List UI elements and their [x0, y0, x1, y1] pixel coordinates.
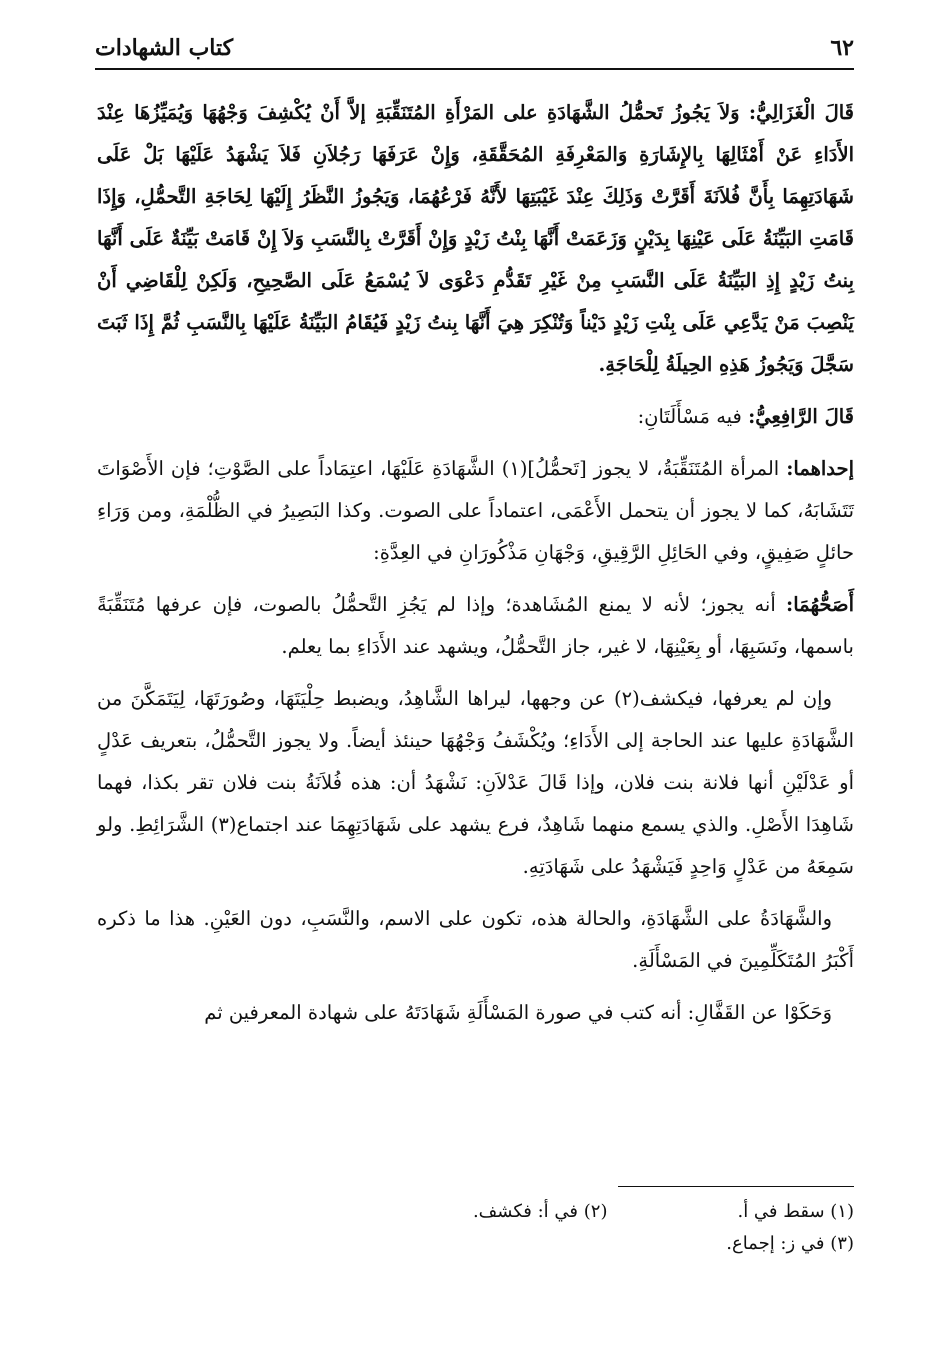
footnote-text: في أ: فكشف.	[472, 1201, 579, 1222]
footnote-marker: (١)	[830, 1201, 854, 1222]
page-number: ٦٢	[830, 35, 854, 61]
footnote-text: سقط في أ.	[737, 1201, 825, 1222]
header-rule	[95, 68, 854, 70]
paragraph-sounder-view	[97, 584, 854, 668]
paragraph-text: أنه يجوز؛ لأنه لا يمنع المُشَاهدة؛ وإذا لم يَجُزِ التَّحمُّلُ بالصوت، فإن عرفها مُتَنَقِّبَةً باسمها، ونَسَبِهَا، أو بِعَيْنِهَا، لا غير، جاز التَّحمُّلُ، ويشهد عند الأَدَاءِ بما يعلم.	[97, 593, 854, 658]
paragraph-rafii-intro	[97, 396, 854, 438]
footnote-text: في ز: إجماع.	[726, 1233, 825, 1254]
footnote-marker: (٢)	[583, 1201, 608, 1222]
footnote-row	[97, 1196, 854, 1228]
paragraph-label: إحداهما:	[786, 457, 855, 480]
paragraph-text: فيه مَسْأَلَتَانِ:	[637, 405, 749, 428]
paragraph-text: وإن لم يعرفها، فيكشف(٢) عن وجهها، ليراها الشَّاهِدُ، ويضبط حِلْيَتَهَا، وصُورَتَهَا، لِيَتَمَكَّنَ من الشَّهَادَةِ عليها عند الحاجة إلى الأَدَاءِ؛ ويُكْشَفُ وَجْهُهَا حينئذ أيضاً. ولا يجوز التَّحمُّلُ، بتعريف عَدْلٍ أو عَدْلَيْنِ أنها فلانة بنت فلان، وإذا قَالَ عَدْلاَنِ: نَشْهَدُ أن: هذه فُلاَنَةُ بنت فلان تقر بكذا، فهما شَاهِدَا الأَصْلِ. والذي يسمع منهما شَاهِدٌ، فرع يشهد على شَهَادَتِهِمَا عند اجتماع(٣) الشَّرَائِطِ. ولو سَمِعَهُ من عَدْلٍ وَاحِدٍ فَيَشْهَدُ على شَهَادَتِهِ.	[97, 687, 854, 878]
paragraph-text: المرأة المُتَنَقِّبَةُ، لا يجوز [تَحمُّلُ](١) الشَّهَادَةِ عَلَيْهَا، اعتِمَاداً على الصَّوْتِ؛ فإن الأَصْوَاتَ تَتَشَابَهُ، كما لا يجوز أن يتحمل الأَعْمَى، اعتماداً على الصوت. وكذا البَصِيرُ في الظُّلْمَةِ، ومن وَرَاءِ حائلٍ صَفِيقٍ، وفي الحَائِلِ الرَّقِيقِ، وَجْهَانِ مَذْكُورَانِ في العِدَّةِ:	[97, 457, 854, 564]
footnote-marker: (٣)	[830, 1233, 854, 1254]
footnote-3	[726, 1228, 854, 1260]
paragraph-qaffal	[97, 992, 854, 1034]
paragraph-label: أَصَحُّهُمَا:	[786, 593, 854, 616]
paragraph-unveiling	[97, 678, 854, 888]
paragraph-testimony-on-testimony	[97, 898, 854, 982]
footnote-1	[737, 1196, 854, 1228]
paragraph-text: والشَّهَادَةُ على الشَّهَادَةِ، والحالة هذه، تكون على الاسم، والنَّسَبِ، دون العَيْنِ. هذا ما ذكره أَكْبَرُ المُتَكَلِّمِينَ في المَسْأَلَةِ.	[97, 907, 854, 972]
paragraph-ghazali	[97, 92, 854, 386]
paragraph-label: قَالَ الرَّافِعِيُّ:	[748, 405, 854, 428]
footnote-2	[473, 1196, 608, 1228]
footnote-row	[97, 1228, 854, 1260]
footnotes	[97, 1196, 854, 1260]
paragraph-first-issue	[97, 448, 854, 574]
footnote-rule	[618, 1186, 854, 1187]
main-text	[97, 92, 854, 1044]
paragraph-text: وَحَكَوْا عن القَفَّالِ: أنه كتب في صورة المَسْأَلَةِ شَهَادَتَهُ على شهادة المعرفين ثم	[204, 1001, 832, 1024]
paragraph-text: قَالَ الْغَزَالِيُّ: وَلاَ يَجُوزُ تَحمُّلُ الشَّهَادَةِ على المَرْأَةِ المُتَنَقِّبَةِ إلاَّ أَنْ يُكْشِفَ وَجْهُهَا وَيُمَيِّزُهَا عِنْدَ الأَدَاءِ عَنْ أَمْثَالِهَا بِالإِشَارَةِ وَالمَعْرِفَةِ المُحَقَّقَةِ، وَإِنْ عَرَفَهَا رَجُلاَنِ فَلاَ يَشْهَدُ عَلَيْهَا بَلْ عَلَى شَهَادَتِهِمَا بِأَنَّ فُلاَنَةَ أَقَرَّتْ وَذَلِكَ عِنْدَ غَيْبَتِهَا لأَنَّهُ فَرْعُهُمَا، وَيَجُوزُ النَّظَرُ إِلَيْهَا لِحَاجَةِ التَّحمُّلِ، وَإِذَا قَامَتِ البَيِّنَةُ عَلَى عَيْنِهَا بِدَيْنٍ وَزَعَمَتْ أَنَّهَا بِنْتُ زَيْدٍ وَإِنْ أَقَرَّتْ بِالنَّسَبِ وَلاَ إِنْ قَامَتْ بَيِّنَةٌ عَلَى أَنَّهَا بِنتُ زَيْدٍ إِذِ البَيِّنَةُ عَلَى النَّسَبِ مِنْ غَيْرِ تَقَدُّمِ دَعْوَى لاَ يُسْمَعُ عَلَى الصَّحِيحِ، وَلَكِنْ لِلْقَاضِي أَنْ يَنْصِبَ مَنْ يَدَّعِي عَلَى بِنْتِ زَيْدٍ دَيْناً وَتُنْكِرَ هِيَ أَنَّهَا بِنتُ زَيْدٍ فَيُقَامُ البَيِّنَةُ عَلَيْهَا بِالنَّسَبِ ثُمَّ إِذَا ثَبَتَ سَجَّلَ وَيَجُوزُ هَذِهِ الحِيلَةُ لِلْحَاجَةِ.	[97, 101, 854, 376]
running-title: كتاب الشهادات	[95, 35, 234, 61]
page-header	[95, 28, 854, 68]
